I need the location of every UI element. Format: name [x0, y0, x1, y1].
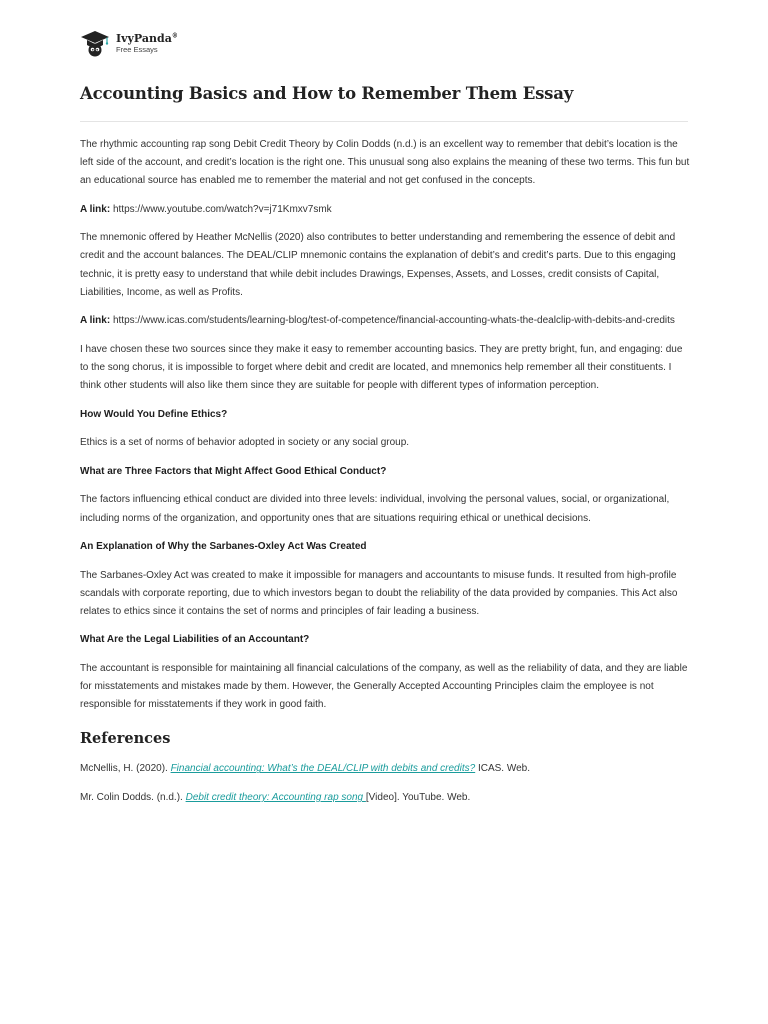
section-subheading: What Are the Legal Liabilities of an Accountant? — [80, 634, 310, 646]
references-heading: References — [80, 730, 171, 748]
brand-tagline: Free Essays — [116, 44, 158, 54]
reference-item — [80, 760, 690, 778]
reference-author: Mr. Colin Dodds. (n.d.). — [80, 792, 186, 804]
title-divider — [80, 121, 688, 122]
body-paragraph: The rhythmic accounting rap song Debit Credit Theory by Colin Dodds (n.d.) is an excellent way to remember that debit’s location is the left side of the account, and credit’s location is the right one. This unusual song also explains the meaning of these two terms. This fun but an educational source has enabled me to remember the material and not get confused in the concepts. — [80, 139, 690, 187]
graduation-cap-logo-icon — [80, 28, 110, 58]
source-link-line — [80, 201, 690, 219]
link-label: A link: — [80, 203, 111, 215]
reference-source: [Video]. YouTube. Web. — [365, 792, 471, 804]
link-label: A link: — [80, 315, 111, 327]
brand-logo[interactable] — [80, 28, 178, 58]
body-paragraph: Ethics is a set of norms of behavior adopted in society or any social group. — [80, 437, 410, 449]
body-paragraph: The accountant is responsible for maintaining all financial calculations of the company, as well as the reliability of data, and they are liable for misstatements and mistakes made by them. However, the Generally Accepted Accounting Principles claim the employee is not responsible for misstatements if they work in good faith. — [80, 663, 688, 711]
link-url[interactable]: https://www.youtube.com/watch?v=j71Kmxv7smk — [112, 203, 332, 215]
body-paragraph: I have chosen these two sources since they make it easy to remember accounting basics. They are pretty bright, fun, and engaging: due to the song chorus, it is impossible to forget where debit and credit are located, and mnemonics help remember all their constituents. I think other students will also like them since they are suitable for people with different types of information perception. — [80, 343, 683, 392]
section-subheading: What are Three Factors that Might Affect Good Ethical Conduct? — [80, 465, 387, 477]
source-link-line — [80, 312, 690, 330]
link-url[interactable]: https://www.icas.com/students/learning-blog/test-of-competence/financial-accounting-whats-the-dealclip-with-debits-and-credits — [112, 315, 675, 327]
essay-body — [80, 136, 690, 818]
reference-link[interactable]: Debit credit theory: Accounting rap song — [185, 792, 366, 804]
reference-author: McNellis, H. (2020). — [80, 763, 171, 775]
reference-item — [80, 789, 690, 807]
body-paragraph: The Sarbanes-Oxley Act was created to make it impossible for managers and accountants to misuse funds. It resulted from high-profile scandals with corporate reporting, due to which investors began to doubt the reliability of the data provided by companies. This Act also relates to ethics since it contains the set of norms and principles of fair leading a business. — [80, 569, 678, 617]
brand-name: IvyPanda® — [116, 31, 178, 45]
body-paragraph: The factors influencing ethical conduct are divided into three levels: individual, involving the personal values, social, or organizational, including norms of the organization, and opportunity ones that are situations requiring ethical or unethical decisions. — [80, 494, 670, 524]
body-paragraph: The mnemonic offered by Heather McNellis (2020) also contributes to better understanding and remembering the essence of debit and credit and the account balances. The DEAL/CLIP mnemonic contains the explanation of debit’s and credit’s parts. Due to this engaging technic, it is pretty easy to understand that while debit includes Drawings, Expenses, Assets, and Losses, credit consists of Capital, Liabilities, Income, as well as Profits. — [80, 232, 676, 298]
page-title: Accounting Basics and How to Remember Them Essay — [80, 84, 574, 103]
section-subheading: How Would You Define Ethics? — [80, 408, 228, 420]
section-subheading: An Explanation of Why the Sarbanes-Oxley Act Was Created — [80, 541, 367, 553]
reference-source: ICAS. Web. — [475, 763, 531, 775]
registered-mark: ® — [171, 32, 178, 40]
reference-link[interactable]: Financial accounting: What’s the DEAL/CLIP with debits and credits? — [170, 763, 476, 775]
